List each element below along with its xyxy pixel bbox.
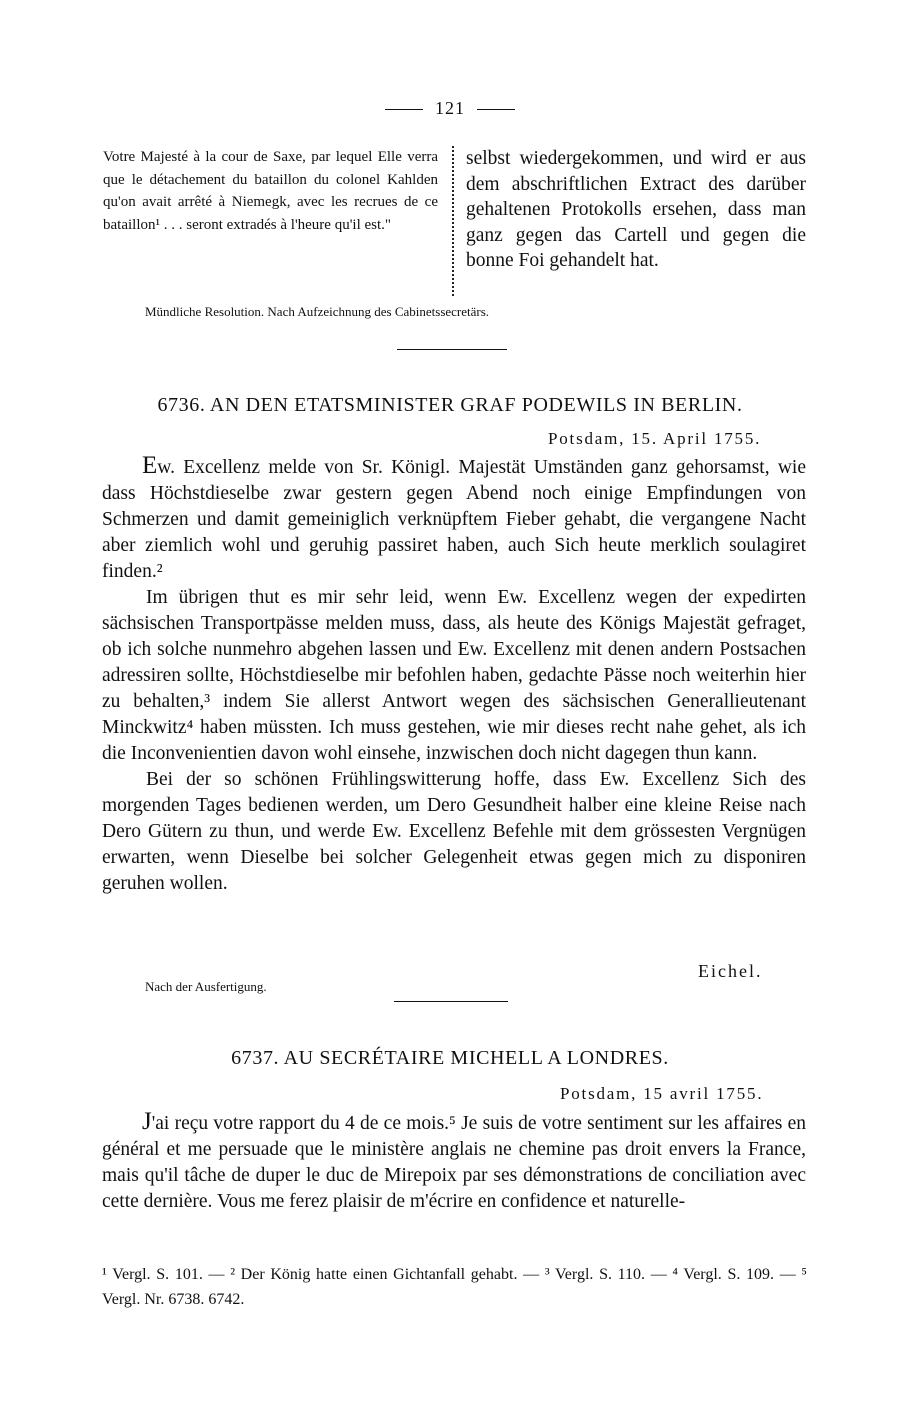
letter-dateline: Potsdam, 15 avril 1755. — [560, 1084, 764, 1103]
letter-dateline: Potsdam, 15. April 1755. — [548, 429, 762, 448]
letter-paragraph: Im übrigen thut es mir sehr leid, wenn Ew. Excellenz wegen der expedirten sächsischen Transportpässe melden muss, dass, als heute des Königs Majestät gefraget, ob ich solche nunmehro abgehen lassen und Ew. Excellenz mit denen andern Postsachen adressiren sollte, Höchstdieselbe mir befohlen haben, gedachte Pässe noch weiterhin hier zu behalten,³ indem Sie allerst Antwort wegen des sächsischen Generallieutenant Minckwitz⁴ haben müssten. Ich muss gestehen, wie mir dieses recht nahe gehet, als ich die Inconvenientien davon wohl einsehe, inzwischen doch nicht dagegen thun kann. — [102, 587, 806, 764]
letter-heading: 6736. AN DEN ETATSMINISTER GRAF PODEWILS IN BERLIN. — [157, 394, 743, 416]
letter-body — [102, 1109, 806, 1215]
section-divider — [394, 1001, 508, 1002]
letter-heading: 6737. AU SECRÉTAIRE MICHELL A LONDRES. — [231, 1047, 669, 1069]
page-number: 121 — [435, 98, 465, 118]
letter-paragraph — [102, 1109, 806, 1215]
left-column-text: Votre Majesté à la cour de Saxe, par lequel Elle verra que le détachement du bataillon du colonel Kahlden qu'on avait arrêté à Niemegk, avec les recrues de ce bataillon¹ . . . seront extradés à l'heure qu'il est." — [103, 149, 438, 233]
footnotes: ¹ Vergl. S. 101. — ² Der König hatte einen Gichtanfall gehabt. — ³ Vergl. S. 110. — ⁴ Vergl. S. 109. — ⁵ Vergl. Nr. 6738. 6742. — [102, 1266, 807, 1308]
right-column-text: selbst wiedergekommen, und wird er aus dem abschriftlichen Extract des darüber gehaltenen Protokolls ersehen, dass man ganz gegen das Cartell und gegen die bonne Foi gehandelt hat. — [466, 148, 806, 272]
letter-body — [102, 453, 806, 897]
signature: Eichel. — [698, 961, 763, 981]
letter-paragraph — [102, 453, 806, 585]
source-note-ausfertigung: Nach der Ausfertigung. — [145, 979, 267, 994]
section-divider — [397, 349, 507, 350]
header-rule-left — [385, 109, 423, 110]
source-note-resolution: Mündliche Resolution. Nach Aufzeichnung des Cabinetssecretärs. — [145, 304, 490, 319]
page-header — [0, 98, 900, 119]
drop-cap: J — [142, 1108, 152, 1135]
letter-paragraph: Bei der so schönen Frühlingswitterung hoffe, dass Ew. Excellenz Sich des morgenden Tages bedienen werden, um Dero Gesundheit halber eine kleine Reise nach Dero Gütern zu thun, und werde Ew. Excellenz Befehle mit dem grössesten Vergnügen erwarten, wenn Dieselbe bei solcher Gelegenheit etwas gegen mich zu disponiren geruhen wollen. — [102, 769, 806, 894]
drop-cap: E — [142, 452, 158, 479]
header-rule-right — [477, 109, 515, 110]
paragraph-text: 'ai reçu votre rapport du 4 de ce mois.⁵ Je suis de votre sentiment sur les affaires en général et me persuade que le ministère anglais ne chemine pas droit envers la France, mais qu'il tâche de duper le duc de Mirepoix par ses démonstrations de conciliation avec cette dernière. Vous me ferez plaisir de m'écrire en confidence et naturelle- — [102, 1113, 806, 1212]
paragraph-text: w. Excellenz melde von Sr. Königl. Majestät Umständen ganz gehorsamst, wie dass Höchstdieselbe zwar gestern gegen Abend noch einige Empfindungen von Schmerzen und damit gemeiniglich verknüpftem Fieber gehabt, die vergangene Nacht aber ziemlich wohl und geruhig passiret haben, auch Sich heute merklich soulagiret finden.² — [102, 457, 806, 582]
column-divider — [452, 146, 454, 296]
